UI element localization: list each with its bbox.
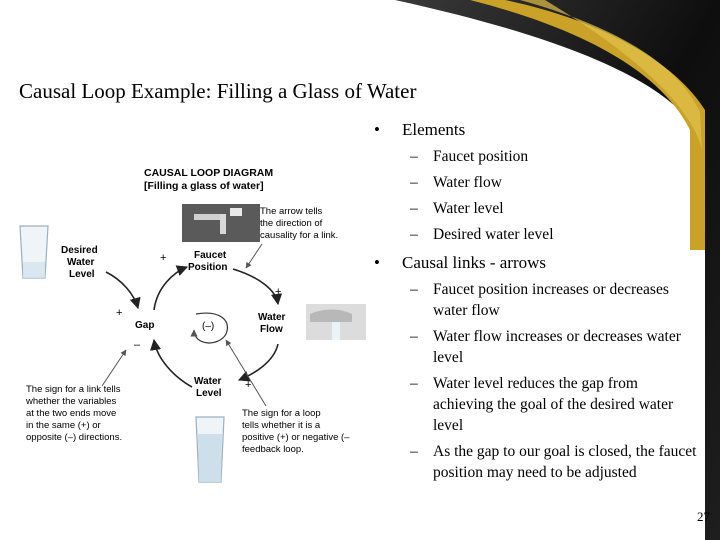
node-desired-water-level: Water (67, 257, 95, 268)
list-item-text: As the gap to our goal is closed, the faucet position may need to be adjusted (433, 443, 697, 481)
note-arrow-line: causality for a link. (260, 230, 339, 241)
note-arrow-line: the direction of (260, 218, 323, 229)
empty-glass-icon (20, 226, 48, 278)
dash: – (410, 226, 418, 243)
link-sign: – (134, 339, 141, 351)
bullet-label: Causal links - arrows (402, 253, 547, 272)
dash: – (410, 375, 418, 392)
dash: – (410, 200, 418, 217)
bullet-dot: • (374, 253, 380, 272)
note-link-sign (25, 384, 123, 443)
list-item (364, 373, 704, 436)
list-item (364, 279, 704, 321)
node-water-level: Water (194, 376, 222, 387)
dash: – (410, 174, 418, 191)
node-water-flow: Flow (260, 324, 283, 335)
list-item-text: Faucet position (433, 148, 529, 165)
faucet-image (182, 204, 260, 242)
node-desired-water-level: Level (69, 269, 95, 280)
list-item (364, 198, 704, 219)
diagram-title: CAUSAL LOOP DIAGRAM (144, 167, 274, 179)
link-sign: + (160, 252, 167, 264)
diagram-subtitle: [Filling a glass of water] (144, 180, 264, 192)
slide-title: Causal Loop Example: Filling a Glass of Water (19, 79, 417, 103)
dash: – (410, 148, 418, 165)
dash: – (410, 281, 418, 298)
list-item-text: Water flow (433, 174, 502, 191)
node-gap: Gap (135, 320, 155, 331)
causal-loop-diagram (14, 162, 366, 492)
node-desired-water-level: Desired (61, 245, 98, 256)
note-link-sign-line: The sign for a link tells (26, 384, 121, 395)
bullet-dot: • (374, 120, 380, 139)
elements-list (364, 146, 704, 245)
node-water-level: Level (196, 388, 222, 399)
bullet-causal-links (364, 251, 704, 275)
note-loop-sign-line: positive (+) or negative (– (242, 432, 350, 443)
note-loop-sign-line: feedback loop. (242, 444, 304, 455)
list-item (364, 326, 704, 368)
full-glass-icon (196, 417, 224, 482)
node-faucet-position: Faucet (194, 250, 227, 261)
list-item-text: Water flow increases or decreases water level (433, 328, 681, 366)
list-item (364, 224, 704, 245)
bullet-label: Elements (402, 120, 466, 139)
note-link-sign-line: opposite (–) directions. (26, 432, 123, 443)
loop-polarity: (–) (202, 321, 215, 332)
list-item-text: Water level (433, 200, 504, 217)
page-number: 27 (697, 509, 710, 524)
note-loop-sign (242, 408, 352, 455)
bullet-elements (364, 118, 704, 142)
note-link-sign-line: in the same (+) or (26, 420, 101, 431)
note-link-sign-line: whether the variables (26, 396, 117, 407)
list-item-text: Water level reduces the gap from achieving the goal of the desired water level (433, 375, 674, 434)
note-link-sign-line: at the two ends move (26, 408, 117, 419)
link-sign: + (245, 379, 252, 391)
dash: – (410, 443, 418, 460)
node-water-flow: Water (258, 312, 286, 323)
dash: – (410, 328, 418, 345)
list-item-text: Desired water level (433, 226, 554, 243)
list-item-text: Faucet position increases or decreases water flow (433, 281, 669, 319)
causal-links-list (364, 279, 704, 483)
running-faucet-image (306, 304, 366, 340)
link-sign: + (116, 307, 123, 319)
link-sign: + (275, 286, 282, 298)
list-item (364, 441, 704, 483)
node-faucet-position: Position (188, 262, 228, 273)
note-loop-sign-line: tells whether it is a (242, 420, 321, 431)
note-arrow (260, 206, 338, 241)
list-item (364, 146, 704, 167)
list-item (364, 172, 704, 193)
note-arrow-line: The arrow tells (260, 206, 323, 217)
bullet-list (364, 118, 704, 489)
note-loop-sign-line: The sign for a loop (242, 408, 321, 419)
